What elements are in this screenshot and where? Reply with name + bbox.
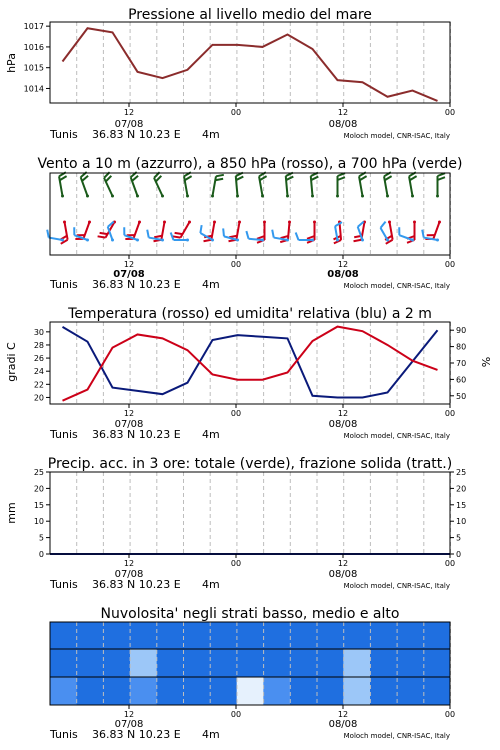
wind-credit: Moloch model, CNR-ISAC, Italy (343, 282, 450, 290)
barb-head (238, 221, 241, 224)
barb-head (63, 221, 66, 224)
cloud-cell (157, 622, 184, 649)
temperature-location: Tunis (50, 428, 78, 441)
barb-head (138, 221, 141, 224)
y-right-tick-label: 15 (456, 500, 467, 510)
barb-head (261, 195, 264, 198)
wind-barb (409, 172, 417, 197)
precipitation-date-2: 08/08 (328, 569, 358, 580)
cloud-elevation: 4m (202, 728, 220, 741)
cloud-cell (103, 649, 130, 677)
barb-flag (381, 222, 386, 228)
barb-flag (438, 177, 445, 180)
barb-shaft (149, 238, 163, 240)
precipitation-panel (5, 456, 466, 591)
barb-flag (385, 176, 392, 180)
y-tick-label: 15 (33, 500, 44, 510)
barb-head (311, 239, 314, 242)
y-tick-label: 28 (33, 340, 44, 350)
wind-frame (50, 173, 450, 255)
wind-barb (184, 172, 192, 197)
pressure-credit: Moloch model, CNR-ISAC, Italy (343, 132, 450, 140)
cloud-x-ticks (124, 705, 455, 719)
barb-shaft (274, 238, 288, 240)
wind-barb (154, 172, 164, 197)
y-tick-label: 25 (33, 468, 44, 477)
x-tick-label: 00 (444, 108, 456, 117)
y-tick-label: 1016 (23, 42, 44, 52)
cloud-cell (343, 622, 370, 649)
humidity-series-line (63, 327, 438, 398)
precipitation-credit: Moloch model, CNR-ISAC, Italy (343, 582, 450, 590)
wind-barb (425, 221, 441, 240)
temperature-x-ticks (124, 404, 455, 418)
barb-head (211, 195, 214, 198)
cloud-credit: Moloch model, CNR-ISAC, Italy (343, 732, 450, 740)
temperature-date-1: 07/08 (114, 419, 144, 430)
barb-head (413, 221, 416, 224)
x-tick-label: 12 (337, 260, 349, 269)
x-tick-label: 12 (123, 260, 135, 269)
cloud-cell (183, 622, 210, 649)
pressure-title: Pressione al livello medio del mare (128, 7, 372, 23)
x-tick-label: 00 (444, 559, 456, 568)
x-tick-label: 12 (337, 108, 349, 117)
wind-barb (104, 172, 114, 197)
wind-barb (399, 227, 414, 241)
barb-flag (204, 240, 212, 241)
humidity-y-ticks (450, 326, 466, 401)
y-tick-label: 26 (33, 354, 44, 364)
cloud-cell (317, 677, 344, 705)
humidity-y-label: % (480, 356, 493, 368)
precipitation-x-ticks (124, 554, 455, 568)
barb-shaft (211, 222, 214, 240)
wind-date-2: 08/08 (327, 269, 359, 280)
cloud-cell (397, 622, 424, 649)
cloud-cells (50, 622, 451, 705)
cloud-cell (130, 677, 157, 705)
cloud-cell (317, 622, 344, 649)
temperature-panel (5, 306, 493, 441)
y-right-tick-label: 90 (456, 326, 467, 336)
wind-date-1: 07/08 (113, 269, 145, 280)
temperature-series-line (63, 327, 438, 401)
barb-flag (246, 231, 248, 239)
precipitation-grid (77, 472, 451, 554)
barb-flag (147, 230, 148, 238)
x-tick-label: 00 (230, 559, 242, 568)
barb-head (61, 239, 64, 242)
barb-flag (47, 230, 48, 238)
wind-coords: 36.83 N 10.23 E (92, 278, 181, 291)
barb-shaft (83, 222, 89, 239)
cloud-cell (50, 622, 77, 649)
x-tick-label: 12 (123, 409, 135, 418)
cloud-cell (210, 622, 237, 649)
x-tick-label: 12 (123, 559, 135, 568)
x-tick-label: 00 (444, 409, 456, 418)
cloud-title: Nuvolosita' negli strati basso, medio e alto (100, 606, 400, 622)
cloud-cell (237, 622, 264, 649)
cloud-cell (423, 677, 450, 705)
cloud-cell (343, 649, 370, 677)
x-tick-label: 12 (337, 559, 349, 568)
y-right-tick-label: 0 (456, 550, 462, 559)
precipitation-location: Tunis (50, 578, 78, 591)
precipitation-y-ticks (34, 468, 466, 559)
cloud-cell (263, 677, 290, 705)
barb-flag (272, 230, 273, 238)
barb-head (436, 195, 439, 198)
barb-shaft (288, 222, 290, 240)
barb-flag (98, 236, 106, 237)
barb-head (286, 195, 289, 198)
barb-head (61, 195, 64, 198)
y-right-tick-label: 10 (456, 517, 467, 527)
cloud-cell (103, 677, 130, 705)
cloud-cell (210, 649, 237, 677)
barb-head (88, 221, 91, 224)
y-right-tick-label: 5 (456, 533, 462, 543)
barb-head (136, 195, 139, 198)
barb-head (286, 239, 289, 242)
cloud-cell (237, 649, 264, 677)
barb-head (111, 239, 114, 242)
cloud-cell (343, 677, 370, 705)
temperature-elevation: 4m (202, 428, 220, 441)
barb-head (336, 239, 339, 242)
y-right-tick-label: 70 (456, 359, 467, 368)
barb-flag (171, 233, 174, 240)
cloud-cell (317, 649, 344, 677)
cloud-cell (397, 677, 424, 705)
temperature-y-ticks (34, 328, 50, 403)
y-tick-label: 30 (33, 327, 44, 337)
wind-barb (286, 173, 294, 198)
x-tick-label: 12 (337, 710, 349, 719)
barb-head (386, 239, 389, 242)
temperature-credit: Moloch model, CNR-ISAC, Italy (343, 432, 450, 440)
x-tick-label: 00 (230, 108, 242, 117)
barb-head (136, 239, 139, 242)
y-right-tick-label: 50 (456, 391, 467, 401)
x-tick-label: 00 (230, 409, 242, 418)
barb-head (236, 239, 239, 242)
cloud-date-1: 07/08 (114, 719, 144, 730)
barb-head (163, 221, 166, 224)
y-tick-label: 1014 (23, 84, 44, 94)
barb-head (236, 195, 239, 198)
barb-flag (410, 176, 417, 180)
cloud-cell (77, 649, 104, 677)
pressure-coords: 36.83 N 10.23 E (92, 128, 181, 141)
cloud-cell (130, 622, 157, 649)
y-right-tick-label: 20 (456, 484, 467, 494)
wind-barb (381, 222, 390, 242)
y-tick-label: 5 (38, 533, 44, 543)
cloud-cell (397, 649, 424, 677)
pressure-x-ticks (124, 103, 455, 117)
barb-shaft (49, 238, 63, 240)
cloud-cell (290, 649, 317, 677)
barb-head (213, 221, 216, 224)
pressure-frame (50, 22, 450, 103)
wind-elevation: 4m (202, 278, 220, 291)
wind-barbs (47, 172, 445, 244)
barb-head (261, 239, 264, 242)
wind-barb (81, 172, 89, 198)
barb-head (386, 195, 389, 198)
pressure-panel (5, 7, 455, 141)
x-tick-label: 00 (230, 710, 242, 719)
cloud-cell (263, 649, 290, 677)
barb-head (186, 239, 189, 242)
wind-barb (131, 172, 139, 198)
cloud-cell (130, 649, 157, 677)
barb-head (188, 221, 191, 224)
x-tick-label: 00 (444, 260, 456, 269)
wind-location: Tunis (50, 278, 78, 291)
cloud-cell (290, 677, 317, 705)
barb-head (263, 221, 266, 224)
wind-barb (259, 172, 267, 197)
barb-head (361, 239, 364, 242)
temperature-title: Temperatura (rosso) ed umidita' relativa (blu) a 2 m (68, 306, 432, 322)
cloud-cell (370, 677, 397, 705)
pressure-series-line (63, 28, 438, 101)
barb-flag (354, 240, 362, 241)
barb-head (313, 221, 316, 224)
cloud-cell (50, 649, 77, 677)
barb-flag (286, 177, 293, 180)
barb-head (86, 239, 89, 242)
temperature-y-label: gradi C (5, 342, 18, 382)
precipitation-y-label: mm (5, 502, 18, 524)
precipitation-title: Precip. acc. in 3 ore: totale (verde), frazione solida (tratt.) (47, 456, 453, 472)
barb-head (411, 239, 414, 242)
barb-head (438, 221, 441, 224)
barb-flag (296, 233, 299, 240)
pressure-y-label: hPa (5, 53, 18, 73)
pressure-elevation: 4m (202, 128, 220, 141)
wind-barb (211, 175, 224, 198)
barb-flag (223, 228, 224, 236)
wind-x-ticks (124, 255, 455, 269)
x-tick-label: 12 (337, 409, 349, 418)
barb-flag (200, 225, 201, 233)
pressure-grid (77, 22, 451, 103)
temperature-date-2: 08/08 (328, 419, 358, 430)
cloud-cell (77, 622, 104, 649)
y-tick-label: 0 (38, 550, 44, 559)
barb-shaft (161, 222, 164, 240)
cloud-cell (183, 649, 210, 677)
y-tick-label: 22 (33, 380, 44, 390)
x-tick-label: 12 (123, 710, 135, 719)
wind-title: Vento a 10 m (azzurro), a 850 hPa (rosso), a 700 hPa (verde) (37, 156, 463, 172)
pressure-y-ticks (24, 22, 50, 93)
barb-head (186, 195, 189, 198)
pressure-date-2: 08/08 (328, 119, 358, 130)
wind-barb (336, 173, 345, 197)
barb-head (111, 195, 114, 198)
temperature-coords: 36.83 N 10.23 E (92, 428, 181, 441)
barb-flag (100, 233, 108, 234)
barb-flag (438, 173, 445, 176)
barb-flag (311, 177, 318, 180)
precipitation-elevation: 4m (202, 578, 220, 591)
y-tick-label: 1017 (23, 22, 44, 32)
cloud-cell (183, 677, 210, 705)
barb-flag (216, 175, 224, 176)
barb-shaft (181, 222, 190, 238)
cloud-cell (290, 622, 317, 649)
wind-barb (359, 172, 367, 197)
cloud-cell (50, 677, 77, 705)
cloud-cell (77, 677, 104, 705)
precipitation-frame (50, 472, 450, 554)
barb-shaft (433, 222, 439, 239)
cloud-cell (263, 622, 290, 649)
barb-shaft (133, 222, 139, 239)
barb-shaft (381, 228, 388, 240)
pressure-date-1: 07/08 (114, 119, 144, 130)
barb-head (436, 239, 439, 242)
barb-flag (236, 177, 243, 180)
x-tick-label: 00 (230, 260, 242, 269)
y-tick-label: 1015 (23, 63, 44, 73)
cloud-cell (423, 649, 450, 677)
barb-head (311, 195, 314, 198)
barb-flag (173, 236, 181, 237)
barb-head (411, 195, 414, 198)
barb-head (288, 221, 291, 224)
wind-barb (436, 173, 445, 197)
barb-head (161, 195, 164, 198)
temperature-frame (50, 322, 450, 404)
y-right-tick-label: 80 (456, 342, 467, 352)
wind-barb (173, 221, 191, 238)
barb-head (86, 195, 89, 198)
wind-barb (384, 172, 392, 197)
cloud-cell (370, 622, 397, 649)
cloud-date-2: 08/08 (328, 719, 358, 730)
temperature-grid (77, 322, 451, 404)
x-tick-label: 12 (123, 108, 135, 117)
barb-flag (307, 236, 314, 239)
barb-flag (60, 176, 67, 180)
barb-head (336, 195, 339, 198)
barb-head (161, 239, 164, 242)
x-tick-label: 00 (444, 710, 456, 719)
barb-head (211, 239, 214, 242)
y-right-tick-label: 25 (456, 468, 467, 477)
y-tick-label: 20 (33, 484, 44, 494)
barb-flag (185, 176, 192, 180)
cloud-location: Tunis (50, 728, 78, 741)
precipitation-date-1: 07/08 (114, 569, 144, 580)
barb-flag (175, 233, 183, 234)
cloud-cell (237, 677, 264, 705)
cloud-cell (423, 622, 450, 649)
y-right-tick-label: 60 (456, 375, 467, 385)
cloud-cell (210, 677, 237, 705)
pressure-location: Tunis (50, 128, 78, 141)
barb-shaft (249, 239, 263, 240)
barb-flag (338, 177, 345, 180)
cloud-coords: 36.83 N 10.23 E (92, 728, 181, 741)
cloud-cell (157, 677, 184, 705)
y-tick-label: 10 (33, 517, 44, 527)
wind-barb (311, 173, 319, 198)
cloud-cell (103, 622, 130, 649)
wind-barb (236, 173, 244, 198)
y-tick-label: 20 (33, 393, 44, 403)
cloud-panel (49, 606, 455, 741)
barb-head (388, 221, 391, 224)
cloud-cell (157, 649, 184, 677)
wind-panel (37, 156, 462, 291)
y-tick-label: 24 (33, 367, 44, 377)
precipitation-coords: 36.83 N 10.23 E (92, 578, 181, 591)
wind-barb (59, 172, 67, 197)
barb-head (361, 195, 364, 198)
cloud-cell (370, 649, 397, 677)
barb-flag (360, 176, 367, 180)
